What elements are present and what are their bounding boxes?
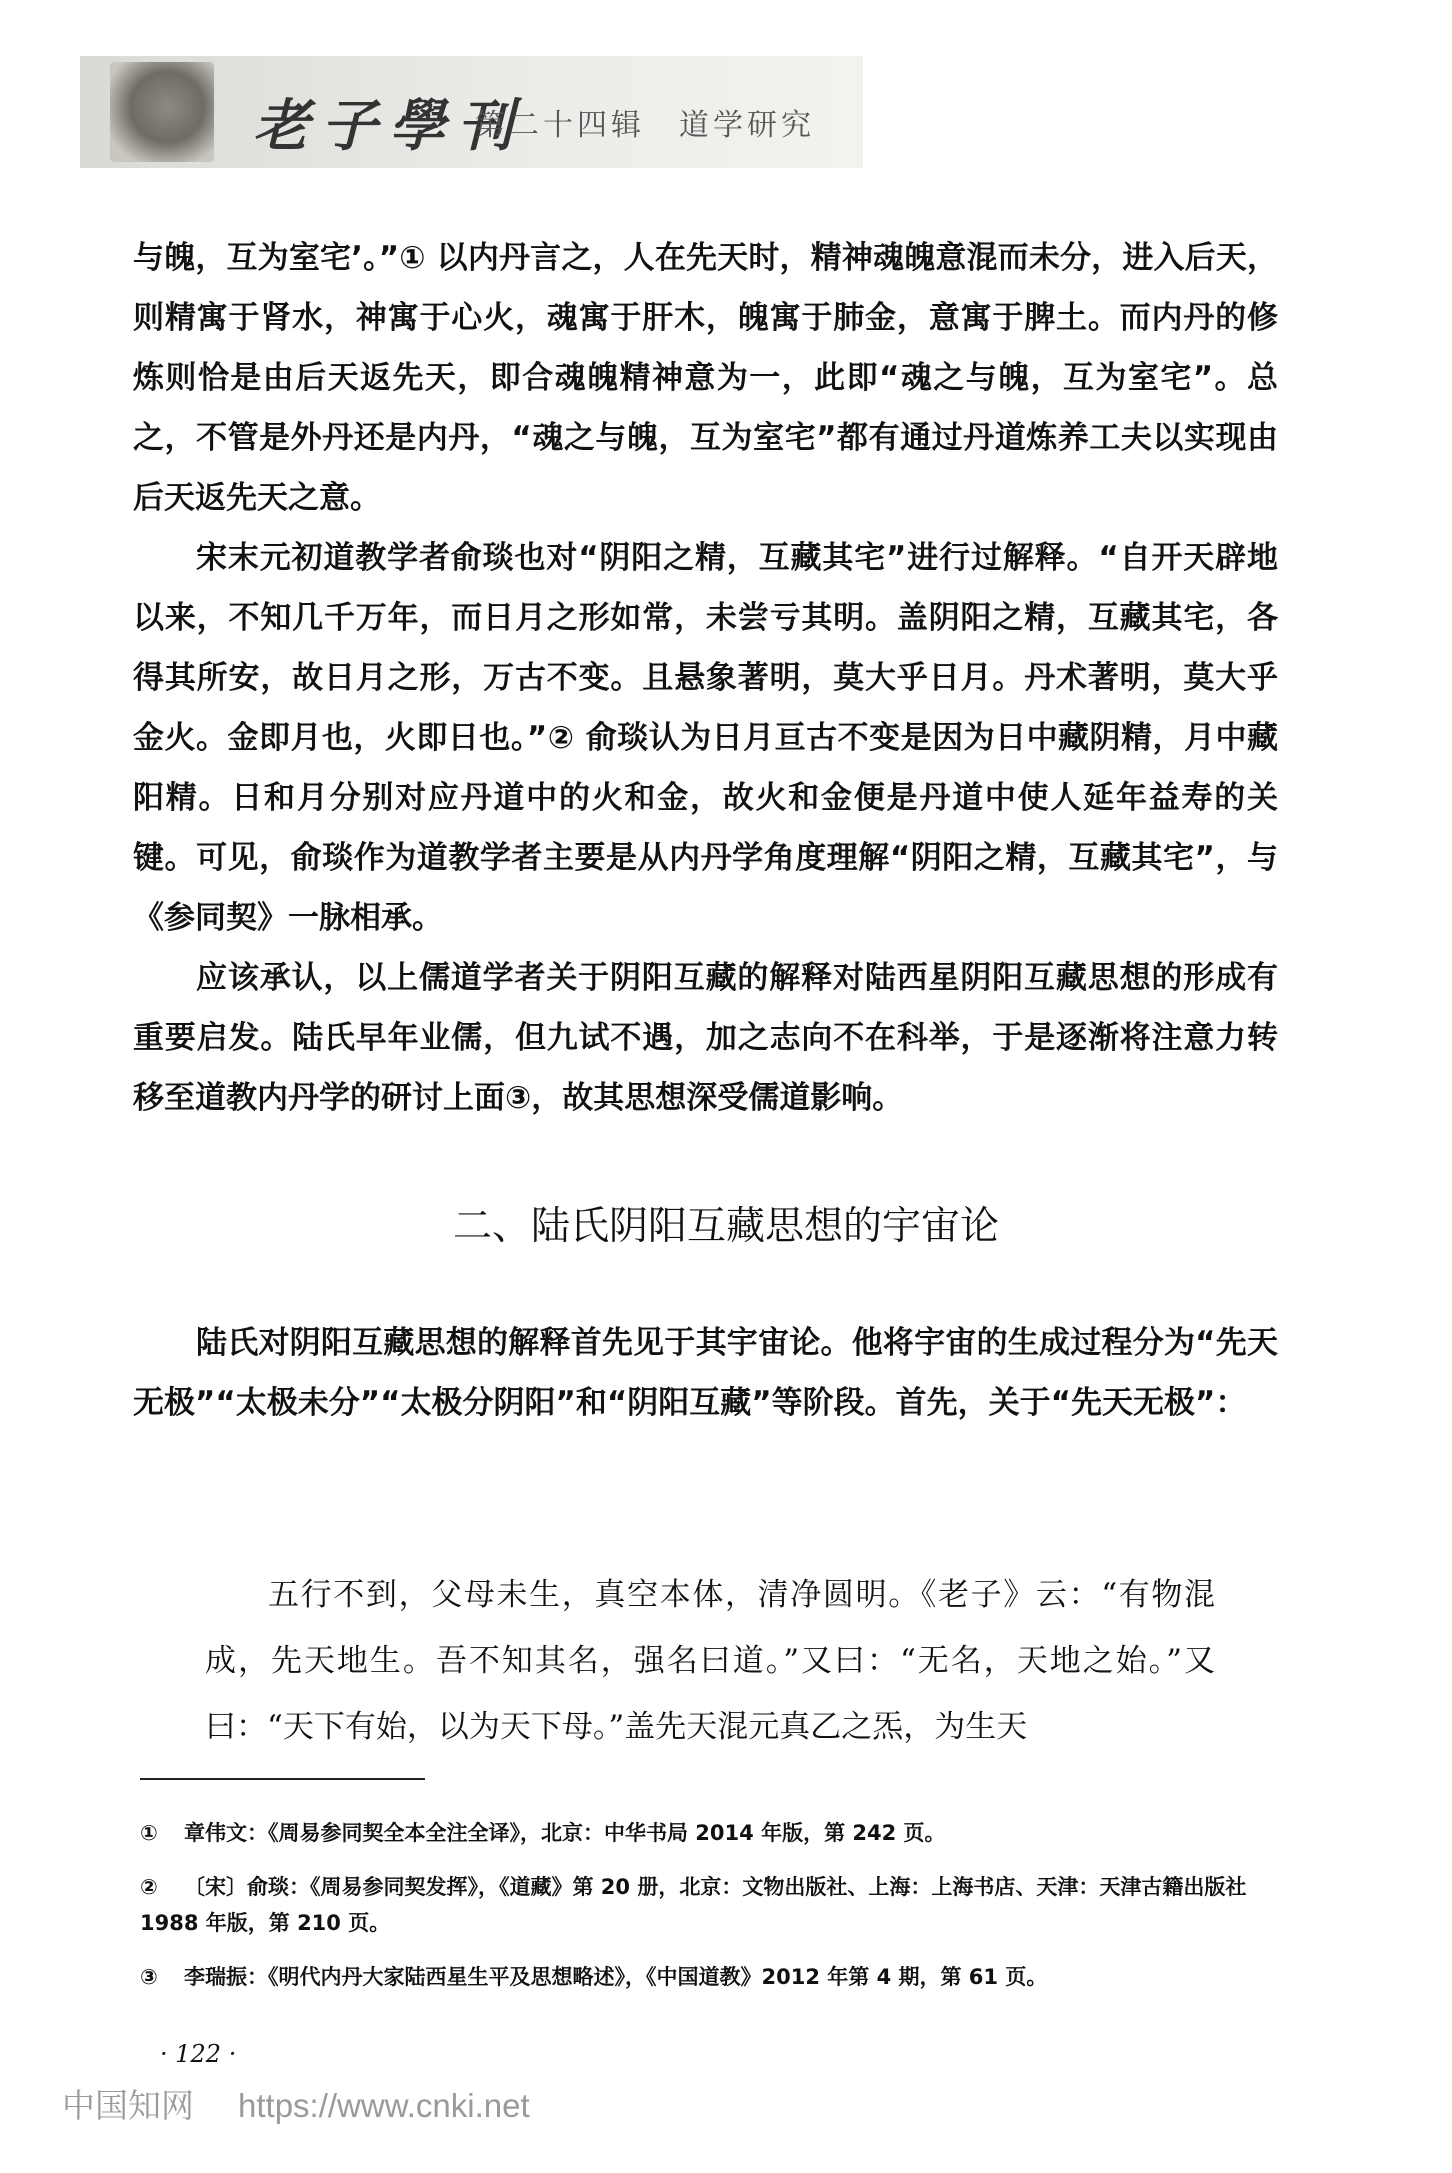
footnote-number: ③: [140, 1965, 158, 1989]
watermark-url: https://www.cnki.net: [238, 2087, 530, 2124]
footnote-divider: [140, 1778, 425, 1780]
page-number: · 122 ·: [160, 2040, 237, 2068]
footnote: [140, 1815, 1280, 1851]
footnotes: [140, 1815, 1280, 2013]
journal-title: 老子學刊: [253, 93, 525, 159]
block-quote: 五行不到，父母未生，真空本体，清净圆明。《老子》云：“有物混成，先天地生。吾不知其名，强名曰道。”又曰：“无名，天地之始。”又曰：“天下有始，以为天下母。”盖先天混元真乙之炁，为生天: [205, 1577, 1215, 1745]
paragraph: 宋末元初道教学者俞琰也对“阴阳之精，互藏其宅”进行过解释。“自开天辟地以来，不知几千万年，而日月之形如常，未尝亏其明。盖阴阳之精，互藏其宅，各得其所安，故日月之形，万古不变。且悬象著明，莫大乎日月。丹术著明，莫大乎金火。金即月也，火即日也。”② 俞琰认为日月亘古不变是因为日中藏阴精，月中藏阳精。日和月分别对应丹道中的火和金，故火和金便是丹道中使人延年益寿的关键。可见，俞琰作为道教学者主要是从内丹学角度理解“阴阳之精，互藏其宅”，与《参同契》一脉相承。: [133, 540, 1278, 936]
watermark-site-name: 中国知网: [62, 2086, 194, 2125]
laozi-portrait-image: [110, 62, 214, 162]
paragraph: 与魄，互为室宅’。”① 以内丹言之，人在先天时，精神魂魄意混而未分，进入后天，则精寓于肾水，神寓于心火，魂寓于肝木，魄寓于肺金，意寓于脾土。而内丹的修炼则恰是由后天返先天，即合魂魄精神意为一，此即“魂之与魄，互为室宅”。总之，不管是外丹还是内丹，“魂之与魄，互为室宅”都有通过丹道炼养工夫以实现由后天返先天之意。: [133, 240, 1278, 516]
footnote-number: ②: [140, 1875, 158, 1899]
footnote-text: 李瑞振：《明代内丹大家陆西星生平及思想略述》，《中国道教》2012 年第 4 期，第 61 页。: [184, 1965, 1048, 1989]
paragraph: 陆氏对阴阳互藏思想的解释首先见于其宇宙论。他将宇宙的生成过程分为“先天无极”“太极未分”“太极分阴阳”和“阴阳互藏”等阶段。首先，关于“先天无极”：: [133, 1325, 1278, 1421]
journal-header: [80, 56, 863, 168]
issue-and-column: 第二十四辑 道学研究: [475, 108, 815, 143]
footnote-text: 章伟文：《周易参同契全本全注全译》，北京：中华书局 2014 年版，第 242 页。: [184, 1821, 946, 1845]
section-text-block: [133, 1313, 1278, 1433]
footnote-text: 〔宋〕俞琰：《周易参同契发挥》，《道藏》第 20 册，北京：文物出版社、上海：上海书店、天津：天津古籍出版社 1988 年版，第 210 页。: [140, 1875, 1247, 1935]
footnote: [140, 1959, 1280, 1995]
cnki-watermark: [62, 2080, 530, 2127]
footnote: [140, 1869, 1280, 1941]
footnote-number: ①: [140, 1821, 158, 1845]
main-text-block: [133, 228, 1278, 1128]
paragraph: 应该承认，以上儒道学者关于阴阳互藏的解释对陆西星阴阳互藏思想的形成有重要启发。陆氏早年业儒，但九试不遇，加之志向不在科举，于是逐渐将注意力转移至道教内丹学的研讨上面③，故其思想深受儒道影响。: [133, 960, 1278, 1116]
section-title: 二、陆氏阴阳互藏思想的宇宙论: [452, 1204, 999, 1249]
